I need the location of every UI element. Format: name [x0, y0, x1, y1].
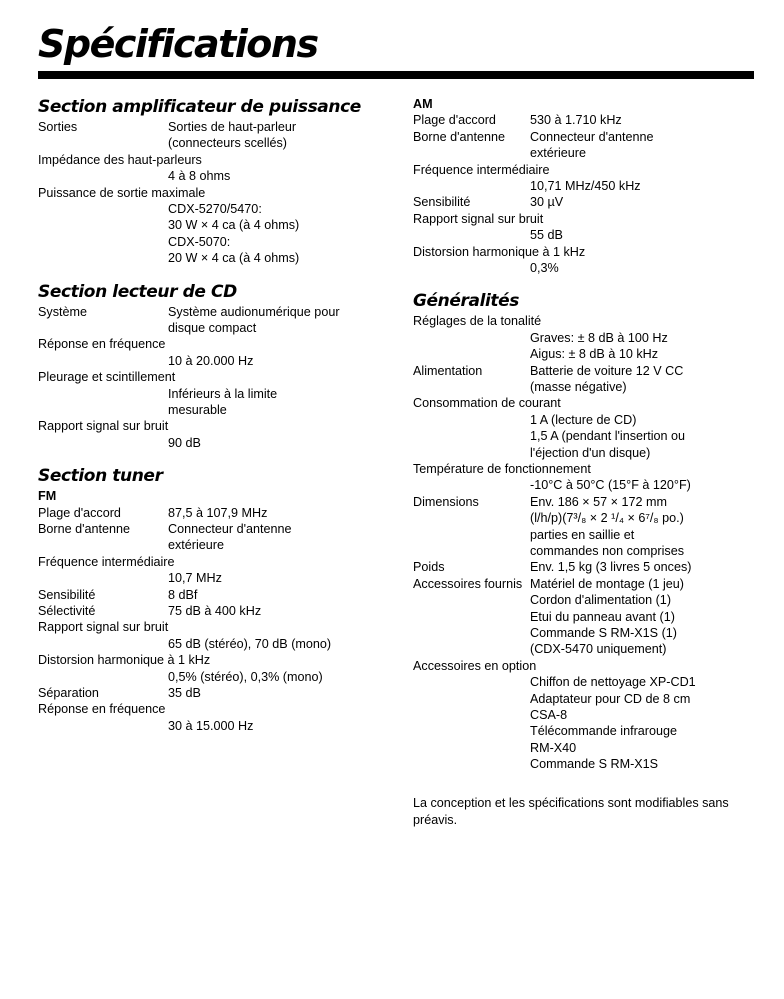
spec-row: [38, 652, 378, 685]
spec-values: [168, 353, 253, 369]
spec-values: [168, 119, 296, 152]
spec-label: Accessoires en option: [413, 658, 537, 673]
spec-value: (CDX-5470 uniquement): [530, 642, 667, 657]
spec-value: CSA-8: [530, 707, 568, 722]
spec-label: Plage d'accord: [38, 505, 121, 520]
spec-values: [530, 494, 684, 560]
spec-row: [413, 129, 763, 162]
spec-value: 530 à 1.710 kHz: [530, 113, 622, 128]
spec-label: Plage d'accord: [413, 113, 496, 128]
spec-value: Commande S RM-X1S: [530, 757, 659, 772]
spec-value: 30 W × 4 ca (à 4 ohms): [168, 218, 300, 233]
spec-row: [413, 461, 763, 494]
spec-value: 35 dB: [168, 685, 201, 700]
spec-label: Système: [38, 304, 87, 319]
spec-values: [530, 194, 563, 210]
spec-row: [38, 554, 378, 587]
spec-value: Batterie de voiture 12 V CC: [530, 363, 684, 378]
spec-row: [413, 211, 763, 244]
spec-value: RM-X40: [530, 740, 577, 755]
spec-value: Aigus: ± 8 dB à 10 kHz: [530, 347, 659, 362]
spec-value: mesurable: [168, 402, 227, 417]
spec-row: [413, 559, 763, 575]
spec-values: [168, 669, 323, 685]
spec-value: 4 à 8 ohms: [168, 169, 231, 184]
spec-row: [38, 185, 378, 267]
spec-values: [530, 129, 654, 162]
spec-label: Poids: [413, 560, 445, 575]
spec-row: [38, 336, 378, 369]
spec-value: Inférieurs à la limite: [168, 386, 278, 401]
spec-label: Réponse en fréquence: [38, 337, 166, 352]
spec-value: l'éjection d'un disque): [530, 445, 651, 460]
cd-spec-list: [38, 304, 378, 452]
spec-values: [168, 587, 197, 603]
spec-label: Borne d'antenne: [38, 521, 131, 536]
spec-label: Dimensions: [413, 494, 479, 509]
fm-spec-list: [38, 505, 378, 735]
section-heading-general: Généralités: [413, 291, 520, 312]
spec-value: 65 dB (stéréo), 70 dB (mono): [168, 636, 332, 651]
spec-value: 55 dB: [530, 228, 563, 243]
spec-values: [530, 477, 691, 493]
spec-row: [38, 521, 378, 554]
general-spec-list: [413, 313, 763, 772]
spec-label: Séparation: [38, 685, 99, 700]
spec-row: [38, 587, 378, 603]
spec-values: [530, 178, 641, 194]
spec-label: Fréquence intermédiaire: [413, 162, 550, 177]
spec-values: [168, 603, 261, 619]
spec-value: parties en saillie et: [530, 527, 635, 542]
title-rule: [38, 71, 754, 79]
spec-value: 20 W × 4 ca (à 4 ohms): [168, 251, 300, 266]
spec-values: [168, 201, 299, 267]
spec-value: 0,3%: [530, 261, 559, 275]
spec-values: [168, 386, 277, 419]
spec-value: 10,71 MHz/450 kHz: [530, 179, 641, 193]
spec-value: 1,5 A (pendant l'insertion ou: [530, 429, 686, 444]
section-heading-amp: Section amplificateur de puissance: [38, 97, 361, 117]
spec-row: [413, 363, 763, 396]
spec-label: Consommation de courant: [413, 396, 561, 411]
spec-row: [38, 418, 378, 451]
section-heading-tuner: Section tuner: [38, 466, 163, 487]
spec-values: [168, 505, 267, 521]
spec-value: -10°C à 50°C (15°F à 120°F): [530, 478, 691, 493]
am-subheading: AM: [413, 97, 433, 111]
spec-value: disque compact: [168, 321, 257, 335]
spec-label: Rapport signal sur bruit: [38, 620, 169, 635]
spec-label: Sensibilité: [38, 587, 96, 602]
spec-value: 10,7 MHz: [168, 571, 222, 586]
spec-value: extérieure: [168, 538, 225, 553]
right-column: [413, 96, 763, 829]
spec-values: [530, 412, 685, 461]
spec-row: [413, 576, 763, 658]
spec-label: Pleurage et scintillement: [38, 370, 176, 385]
spec-label: Borne d'antenne: [413, 129, 506, 144]
spec-values: [530, 363, 683, 396]
spec-value: 0,5% (stéréo), 0,3% (mono): [168, 669, 323, 684]
spec-value: 1 A (lecture de CD): [530, 412, 637, 427]
spec-label: Distorsion harmonique à 1 kHz: [38, 653, 211, 668]
spec-values: [530, 112, 622, 128]
spec-label: Puissance de sortie maximale: [38, 185, 206, 200]
spec-value: 75 dB à 400 kHz: [168, 603, 262, 618]
spec-row: [413, 395, 763, 461]
page-title: Spécifications: [38, 22, 318, 66]
spec-row: [413, 112, 763, 128]
spec-values: [530, 674, 696, 772]
spec-value: (l/h/p)(7³/₈ × 2 ¹/₄ × 6⁷/₈ po.): [530, 511, 684, 526]
spec-value: CDX-5070:: [168, 234, 231, 249]
spec-value: (masse négative): [530, 380, 627, 394]
spec-row: [38, 619, 378, 652]
spec-label: Réponse en fréquence: [38, 702, 166, 717]
spec-label: Accessoires fournis: [413, 576, 523, 591]
spec-row: [38, 304, 378, 337]
amp-spec-list: [38, 119, 378, 267]
spec-label: Rapport signal sur bruit: [38, 419, 169, 434]
spec-row: [38, 152, 378, 185]
spec-values: [168, 435, 201, 451]
spec-value: Connecteur d'antenne: [168, 521, 292, 536]
spec-label: Réglages de la tonalité: [413, 314, 542, 329]
spec-value: Env. 186 × 57 × 172 mm: [530, 494, 667, 509]
spec-value: Cordon d'alimentation (1): [530, 593, 672, 608]
spec-label: Impédance des haut-parleurs: [38, 152, 202, 167]
spec-label: Température de fonctionnement: [413, 461, 591, 476]
spec-row: [413, 658, 763, 773]
spec-value: Matériel de montage (1 jeu): [530, 576, 685, 591]
spec-row: [413, 313, 763, 362]
spec-value: 10 à 20.000 Hz: [168, 353, 254, 368]
spec-value: Graves: ± 8 dB à 100 Hz: [530, 330, 668, 345]
spec-values: [168, 521, 292, 554]
spec-value: Télécommande infrarouge: [530, 724, 678, 739]
disclaimer-note: La conception et les spécifications sont modifiables sans préavis.: [413, 795, 729, 827]
spec-value: CDX-5270/5470:: [168, 201, 262, 216]
spec-row: [413, 244, 763, 277]
spec-value: Sorties de haut-parleur: [168, 120, 297, 134]
spec-values: [168, 304, 340, 337]
spec-value: 90 dB: [168, 435, 201, 450]
spec-value: commandes non comprises: [530, 544, 684, 558]
spec-value: 30 à 15.000 Hz: [168, 718, 254, 733]
spec-values: [530, 227, 563, 243]
spec-values: [168, 168, 230, 184]
spec-label: Sensibilité: [413, 195, 471, 210]
spec-label: Fréquence intermédiaire: [38, 554, 175, 569]
spec-values: [168, 636, 331, 652]
spec-row: [38, 701, 378, 734]
section-heading-cd: Section lecteur de CD: [38, 281, 237, 302]
spec-label: Rapport signal sur bruit: [413, 211, 544, 226]
spec-values: [168, 570, 222, 586]
spec-value: 87,5 à 107,9 MHz: [168, 505, 268, 520]
spec-value: 8 dBf: [168, 587, 198, 602]
spec-value: Connecteur d'antenne: [530, 129, 654, 144]
spec-row: [413, 162, 763, 195]
spec-values: [530, 330, 668, 363]
spec-label: Sorties: [38, 120, 78, 134]
spec-row: [38, 119, 378, 152]
spec-values: [530, 576, 684, 658]
am-spec-list: [413, 112, 763, 276]
spec-label: Distorsion harmonique à 1 kHz: [413, 244, 586, 259]
spec-value: 30 µV: [530, 195, 564, 210]
fm-subheading: FM: [38, 489, 57, 504]
spec-row: [38, 369, 378, 418]
spec-value: extérieure: [530, 146, 587, 161]
spec-values: [530, 260, 559, 276]
spec-value: (connecteurs scellés): [168, 136, 287, 151]
spec-values: [168, 718, 253, 734]
spec-values: [530, 559, 691, 575]
spec-value: Etui du panneau avant (1): [530, 609, 675, 624]
spec-row: [413, 494, 763, 560]
spec-label: Sélectivité: [38, 603, 96, 618]
spec-value: Adaptateur pour CD de 8 cm: [530, 691, 691, 706]
spec-value: Système audionumérique pour: [168, 304, 340, 319]
spec-row: [38, 685, 378, 701]
spec-row: [38, 505, 378, 521]
spec-value: Chiffon de nettoyage XP-CD1: [530, 675, 696, 690]
spec-row: [38, 603, 378, 619]
spec-label: Alimentation: [413, 363, 483, 378]
spec-row: [413, 194, 763, 210]
left-column: [38, 96, 378, 734]
spec-value: Commande S RM-X1S (1): [530, 626, 677, 640]
spec-values: [168, 685, 201, 701]
spec-value: Env. 1,5 kg (3 livres 5 onces): [530, 560, 692, 575]
